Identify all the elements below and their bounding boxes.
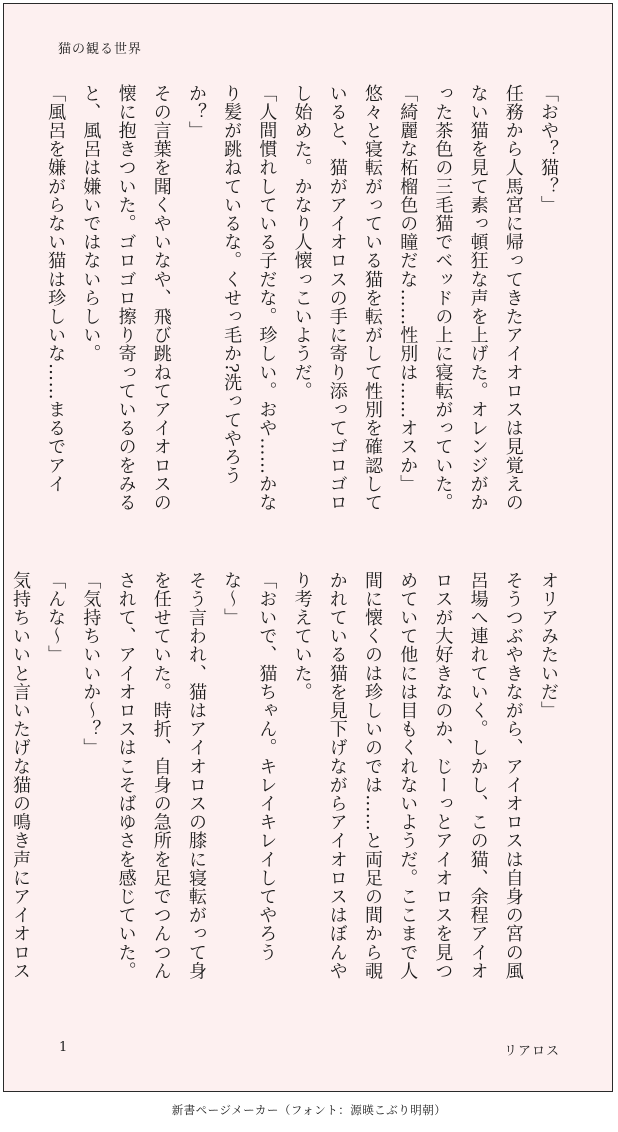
lower-text-block: オリアみたいだ」 そうつぶやきながら、アイオロスは自身の宮の風呂場へ連れていく。しかし、この猫、余程アイオロスが大好きなのか、じーっとアイオロスを見つめていて他には目もくれないようだ。ここまで人間に懐くのは珍しいのでは……と両足の間から覗かれている猫を見下げながらアイオロスはぼんやり考えていた。 「おいで、猫ちゃん。キレイキレイしてやろうな〜」 そう言われ、猫はアイオロスの膝に寝転がって身を任せていた。時折、自身の急所を足でつんつんされて、アイオロスはこそばゆさを感じていた。 「気持ちいいか〜？」 「んな〜」 気持ちいいと言いたげな猫の鳴き声にアイオロス: [9, 571, 559, 981]
upper-text-block: 「おや？猫？」 任務から人馬宮に帰ってきたアイオロスは見覚えのない猫を見て素っ頓狂な声を上げた。オレンジがかった茶色の三毛猫でベッドの上に寝転がっていた。 「綺麗な柘榴色の瞳だな……性別は……オスか」 悠々と寝転がっている猫を転がして性別を確認していると、猫がアイオロスの手に寄り添ってゴロゴロし始めた。かなり人懐っこいようだ。 「人間慣れしている子だな。珍しい。おや……かなり髪が跳ねているな。くせっ毛か?洗ってやろうか？」 その言葉を聞くやいなや、飛び跳ねてアイオロスの懐に抱きついた。ゴロゴロ擦り寄っているのをみると、風呂は嫌いではないらしい。 「風呂を嫌がらない猫は珍しいな……まるでアイ: [45, 84, 559, 512]
page-title: 猫の観る世界: [58, 42, 143, 57]
author-name: リアロス: [504, 1044, 561, 1059]
book-page: [3, 3, 613, 1092]
page-number: 1: [59, 1040, 68, 1055]
generator-credit: 新書ページメーカー（フォント：源暎こぶり明朝）: [171, 1103, 447, 1117]
